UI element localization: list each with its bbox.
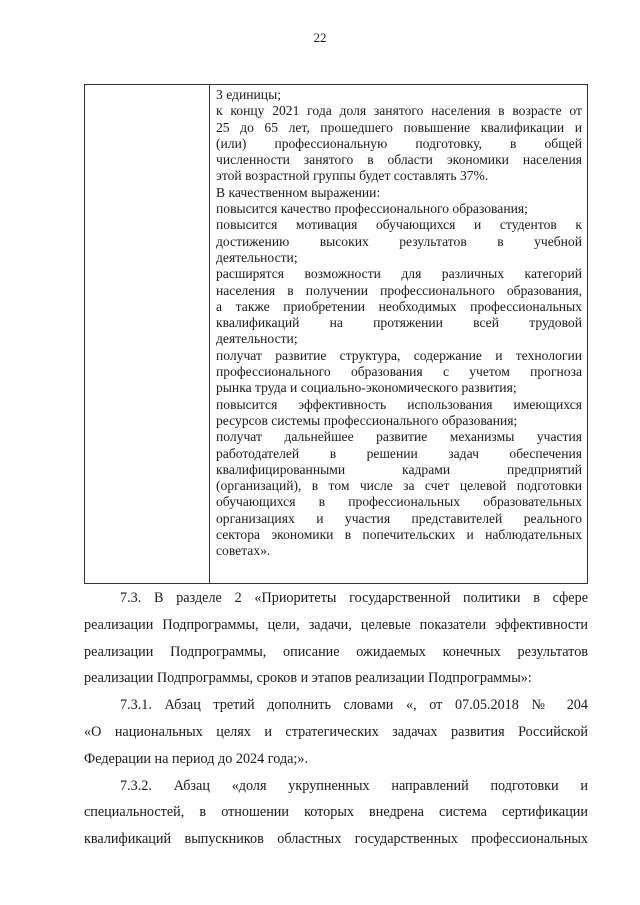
table-right-cell [216,87,582,560]
table-line: работодателей в решении задач обеспечения [216,445,582,461]
body-text [84,585,588,853]
table-line: населения в получении профессионального образования, [216,282,582,298]
paragraph-line: квалификаций выпускников областных государственных профессиональных [84,831,588,848]
table-line: квалификаций на протяжении всей трудовой [216,315,582,331]
paragraph-line: реализации Подпрограммы, описание ожидаемых конечных результатов [84,643,588,660]
table-line: 25 до 65 лет, прошедшего повышение квалификации и [216,119,582,135]
paragraph-line: реализации Подпрограммы, цели, задачи, целевые показатели эффективности [84,616,588,633]
content-table [84,84,588,584]
table-line: 3 единицы; [216,87,281,102]
table-line: обучающихся в профессиональных образовательных [216,494,582,510]
table-line: рынка труда и социально-экономического развития; [216,380,517,396]
table-line: профессионального образования с учетом прогноза [216,364,582,380]
table-line: ресурсов системы профессионального образования; [216,412,518,428]
table-line: повысится качество профессионального образования; [216,201,528,217]
table-line: повысится эффективность использования имеющихся [216,396,582,412]
table-line: повысится мотивация обучающихся и студентов к [216,217,582,233]
table-line: достижению высоких результатов в учебной [216,233,582,249]
paragraph-line: реализации Подпрограммы, сроков и этапов реализации Подпрограммы»: [84,670,532,687]
table-line: численности занятого в области экономики населения [216,152,582,168]
table-line: деятельности; [216,331,298,347]
table-left-cell [85,85,210,583]
table-line: получат дальнейшее развитие механизмы участия [216,429,582,445]
paragraph-line: «О национальных целях и стратегических задачах развития Российской [84,723,588,740]
table-line: советах». [216,543,271,559]
table-line: получат развитие структура, содержание и технологии [216,347,582,363]
paragraph-line: 7.3. В разделе 2 «Приоритеты государственной политики в сфере [120,590,588,606]
table-line: деятельности; [216,249,298,265]
table-line: организациях и участия представителей реального [216,510,582,526]
paragraph-line: Федерации на период до 2024 года;». [84,750,309,767]
table-line: этой возрастной группы будет составлять 37%. [216,168,489,184]
table-line: В качественном выражении: [216,184,381,200]
table-line: сектора экономики в попечительских и наблюдательных [216,527,582,543]
table-line: а также приобретении необходимых профессиональных [216,298,582,314]
paragraph-line: специальностей, в отношении которых внедрена система сертификации [84,804,588,821]
paragraph-line: 7.3.1. Абзац третий дополнить словами «, от 07.05.2018 № 204 [120,697,588,714]
table-line: квалифицированными кадрами предприятий [216,461,582,477]
table-line: (организаций), в том числе за счет целевой подготовки [216,478,582,494]
table-line: расширятся возможности для различных категорий [216,266,582,282]
table-line: к концу 2021 года доля занятого населения в возрасте от [216,103,582,119]
page-number: 22 [313,30,327,45]
paragraph-line: 7.3.2. Абзац «доля укрупненных направлений подготовки и [120,777,588,794]
table-line: (или) профессиональную подготовку, в общей [216,135,582,151]
